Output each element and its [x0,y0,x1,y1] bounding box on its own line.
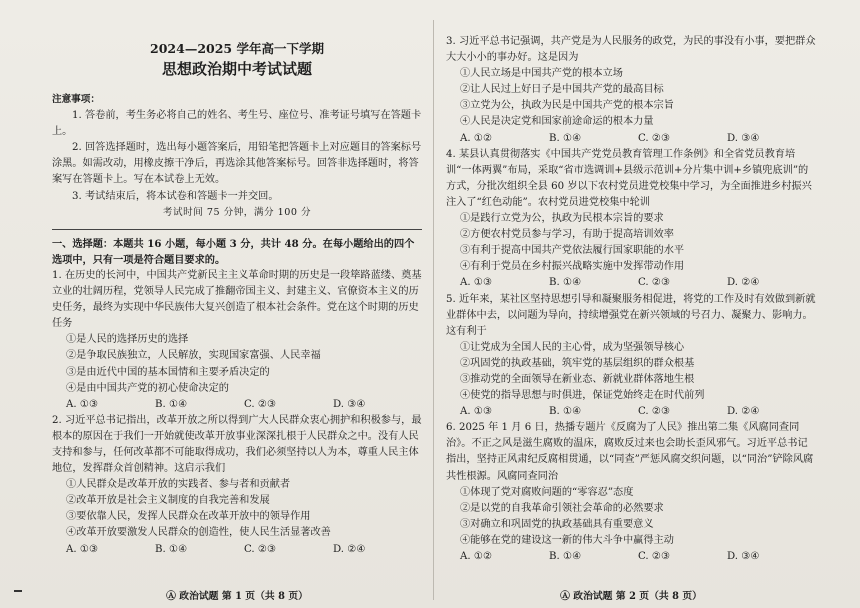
exam-title-line1: 2024—2025 学年高一下学期 [150,41,324,56]
notes-divider [52,229,422,230]
answer-choice: C. ②③ [638,277,671,289]
page-footer-1: Ⓐ 政治试题 第 1 页（共 8 页） [166,591,308,602]
question-option: ④使党的指导思想与时俱进，保证党始终走在时代前列 [460,390,705,402]
question-option: ④改革开放要激发人民群众的创造性，使人民生活显著改善 [66,527,331,539]
answer-choice: C. ②③ [638,551,671,562]
question-option: ①人民立场是中国共产党的根本立场 [460,68,623,80]
answer-choice: B. ①④ [549,132,582,144]
question-option: ②改革开放是社会主义制度的自我完善和发展 [66,495,270,507]
answer-choices [66,397,422,413]
question-option: ②让人民过上好日子是中国共产党的最高目标 [460,84,664,96]
question-option: ④人民是决定党和国家前途命运的根本力量 [460,116,654,128]
answer-choices [66,542,422,558]
answer-choice: B. ①④ [549,406,582,418]
question-option: ③有利于提高中国共产党依法履行国家职能的水平 [460,245,685,257]
page-divider [433,20,434,600]
page-footer-2: Ⓐ 政治试题 第 2 页（共 8 页） [560,591,702,602]
question-option: ①是践行立党为公，执政为民根本宗旨的要求 [460,213,664,225]
note-item: 1. 答卷前，考生务必将自己的姓名、考生号、座位号、准考证号填写在答题卡上。 [52,110,422,138]
scan-mark [14,590,22,592]
note-item: 3. 考试结束后，将本试卷和答题卡一并交回。 [72,190,279,202]
question-stem: 6. 2025 年 1 月 6 日，热播专题片《反腐为了人民》推出第二集《风腐同查同治》。不正之风是滋生腐败的温床，腐败反过来也会助长歪风邪气。习近平总书记指出，坚持正风肃纪反腐相贯通，以“同查”严惩风腐交织问题，以“同治”铲除风腐共性根源。风腐同查同治 [446,422,814,482]
question-stem: 2. 习近平总书记指出，改革开放之所以得到广大人民群众衷心拥护和积极参与，最根本的原因在于我们一开始就使改革开放事业深深扎根于人民群众之中。没有人民支持和参与，任何改革都不可能取得成功，我们必须坚持以人为本，尊重人民主体地位，发挥群众首创精神。这启示我们 [52,414,422,475]
answer-choice: D. ②④ [727,406,760,418]
answer-choice: B. ①④ [549,551,582,562]
answer-choice: C. ②③ [638,132,671,144]
exam-info: 考试时间 75 分钟，满分 100 分 [162,206,312,218]
question-option: ②巩固党的执政基础，筑牢党的基层组织的群众根基 [460,357,695,369]
answer-choice: A. ①② [460,132,493,144]
question-option: ④是由中国共产党的初心使命决定的 [66,382,229,394]
question-option: ③对确立和巩固党的执政基础具有重要意义 [460,518,654,530]
answer-choice: A. ①③ [460,406,493,418]
answer-choice: C. ②③ [244,398,277,410]
question-stem: 5. 近年来，某社区坚持思想引导和凝聚服务相促进，将党的工作及时有效做到新就业群体中去，以问题为导向，持续增强党在新兴领域的号召力、凝聚力、影响力。这有利于 [446,293,816,337]
answer-choice: D. ③④ [727,132,760,144]
question-option: ①是人民的选择历史的选择 [66,334,189,346]
answer-choice: A. ①③ [66,398,99,410]
section-intro: 一、选择题：本题共 16 小题，每小题 3 分，共计 48 分。在每小题给出的四个选项中，只有一项是符合题目要求的。 [52,237,415,266]
exam-title-line2: 思想政治期中考试试题 [161,60,312,78]
question-option: ③要依靠人民，发挥人民群众在改革开放中的领导作用 [66,511,311,523]
question-option: ②方便农村党员参与学习，有助于提高培训效率 [460,229,674,241]
question-option: ②是争取民族独立，人民解放，实现国家富强、人民幸福 [66,350,321,362]
question-option: ③推动党的全面领导在新业态、新就业群体落地生根 [460,373,695,385]
question-option: ③立党为公，执政为民是中国共产党的根本宗旨 [460,100,674,112]
answer-choice: D. ③④ [333,398,366,410]
question-option: ④有利于党员在乡村振兴战略实施中发挥带动作用 [460,261,685,273]
answer-choice: D. ②④ [727,277,760,289]
answer-choice: C. ②③ [638,406,671,418]
question-option: ③是由近代中国的基本国情和主要矛盾决定的 [66,366,270,378]
answer-choices [460,404,816,420]
question-option: ①人民群众是改革开放的实践者、参与者和贡献者 [66,479,291,491]
question-option: ②是以党的自我革命引领社会革命的必然要求 [460,502,664,514]
answer-choice: A. ①③ [460,277,493,289]
answer-choice: B. ①④ [155,398,188,410]
answer-choice: A. ①③ [66,543,99,555]
question-stem: 3. 习近平总书记强调，共产党是为人民服务的政党，为民的事没有小事，要把群众大大小小的事办好。这是因为 [446,36,816,64]
question-option: ①体现了党对腐败问题的“零容忍”态度 [460,486,634,498]
answer-choice: C. ②③ [244,543,277,555]
question-option: ①让党成为全国人民的主心骨，成为坚强领导核心 [460,341,685,353]
answer-choices [460,275,816,291]
answer-choice: B. ①④ [549,277,582,289]
answer-choice: D. ③④ [727,551,760,562]
answer-choices [460,549,816,565]
question-option: ④能够在党的建设这一新的伟大斗争中赢得主动 [460,534,674,546]
answer-choice: B. ①④ [155,543,188,555]
note-item: 2. 回答选择题时，选出每小题答案后，用铅笔把答题卡上对应题目的答案标号涂黑。如需改动，用橡皮擦干净后，再选涂其他答案标号。回答非选择题时，将答案写在答题卡上。写在本试卷上无效。 [52,142,422,186]
answer-choice: A. ①② [460,551,493,562]
page-2 [446,34,816,594]
question-stem: 4. 某县认真贯彻落实《中国共产党党员教育管理工作条例》和全省党员教育培训“一体两翼”布局，采取“省市选调训+县级示范训+分片集中训+乡镇兜底训”的方式，分批次组织全县 60 岁以下农村党员进党校集中学习，为全面推进乡村振兴注入了“红色动能”。农村党员进党校集中轮训 [446,148,812,208]
notes-heading: 注意事项： [52,94,100,105]
page-1 [52,34,422,594]
answer-choice: D. ②④ [333,543,366,555]
question-stem: 1. 在历史的长河中，中国共产党新民主主义革命时期的历史是一段筚路蓝缕、奠基立业的壮阔历程，党领导人民完成了推翻帝国主义、封建主义、官僚资本主义的历史任务，最终为实现中华民族伟大复兴创造了根本社会条件。党在这个时期的历史任务 [52,269,422,330]
answer-choices [460,131,816,147]
